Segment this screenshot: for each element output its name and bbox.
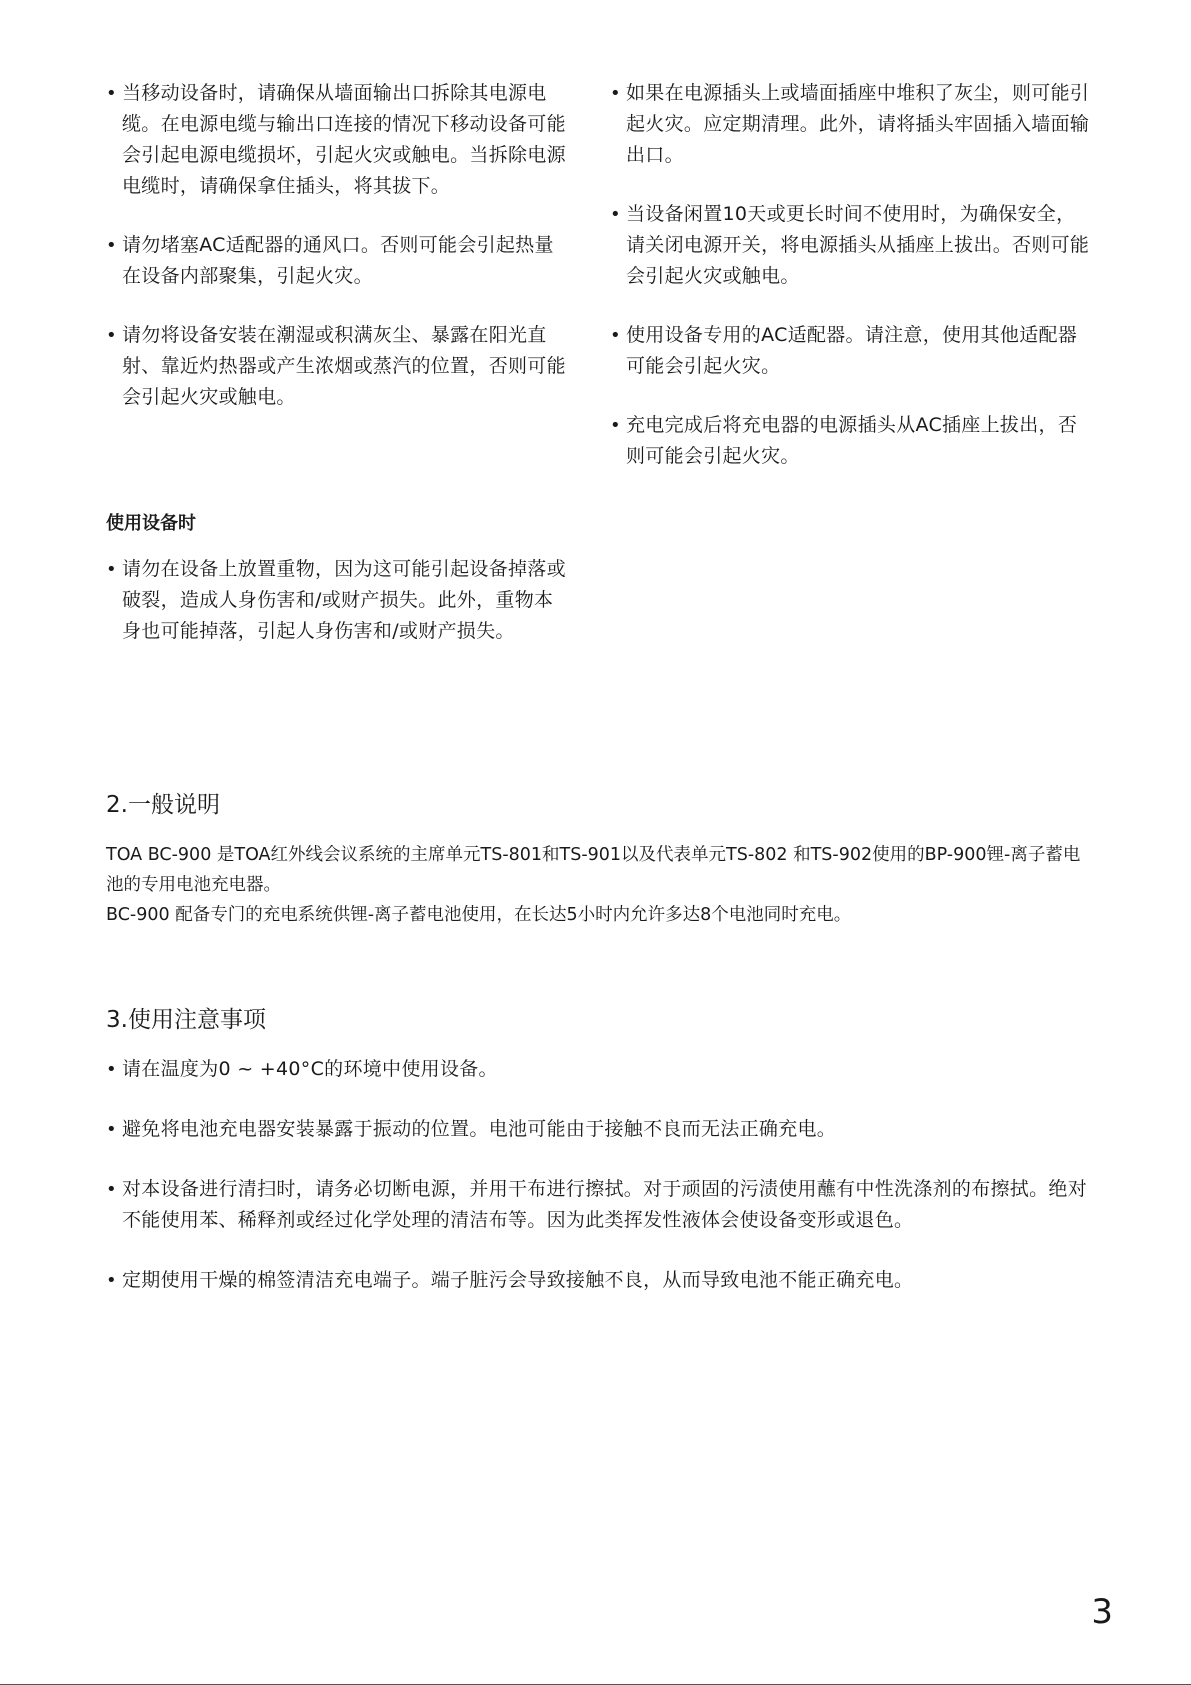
right-safety-column: [610, 78, 1090, 500]
section-2-paragraph-2: BC-900 配备专门的充电系统供锂-离子蓄电池使用，在长达5小时内允许多达8个电池同时充电。: [106, 905, 852, 925]
precaution-terminals: • 定期使用干燥的棉签清洁充电端子。端子脏污会导致接触不良，从而导致电池不能正确充电。: [106, 1265, 1106, 1296]
section-2-body: [106, 840, 1086, 930]
left-safety-column: [106, 78, 566, 441]
using-device-list: [106, 554, 566, 675]
safety-bullet-ac-vent: • 请勿堵塞AC适配器的通风口。否则可能会引起热量在设备内部聚集，引起火灾。: [106, 230, 566, 292]
section-2-paragraph-1: TOA BC-900 是TOA红外线会议系统的主席单元TS-801和TS-901以及代表单元TS-802 和TS-902使用的BP-900锂-离子蓄电池的专用电池充电器。: [106, 845, 1081, 895]
page-number: 3: [1091, 1592, 1113, 1632]
precaution-vibration: • 避免将电池充电器安装暴露于振动的位置。电池可能由于接触不良而无法正确充电。: [106, 1114, 1106, 1145]
section-3-list: [106, 1054, 1106, 1325]
section-3-title: 3.使用注意事项: [106, 1007, 266, 1033]
safety-bullet-move-device: • 当移动设备时，请确保从墙面输出口拆除其电源电缆。在电源电缆与输出口连接的情况下移动设备可能会引起电源电缆损坏，引起火灾或触电。当拆除电源电缆时，请确保拿住插头，将其拔下。: [106, 78, 566, 202]
safety-bullet-unplug-after-charge: • 充电完成后将充电器的电源插头从AC插座上拔出，否则可能会引起火灾。: [610, 410, 1090, 472]
safety-bullet-dedicated-adapter: • 使用设备专用的AC适配器。请注意，使用其他适配器可能会引起火灾。: [610, 320, 1090, 382]
using-device-heading: 使用设备时: [106, 513, 196, 534]
precaution-cleaning: • 对本设备进行清扫时，请务必切断电源，并用干布进行擦拭。对于顽固的污渍使用蘸有中性洗涤剂的布擦拭。绝对不能使用苯、稀释剂或经过化学处理的清洁布等。因为此类挥发性液体会使设备变形或退色。: [106, 1174, 1106, 1236]
section-2-title: 2.一般说明: [106, 792, 220, 818]
safety-bullet-install-location: • 请勿将设备安装在潮湿或积满灰尘、暴露在阳光直射、靠近灼热器或产生浓烟或蒸汽的位置，否则可能会引起火灾或触电。: [106, 320, 566, 413]
safety-bullet-heavy-objects: • 请勿在设备上放置重物，因为这可能引起设备掉落或破裂，造成人身伤害和/或财产损失。此外，重物本身也可能掉落，引起人身伤害和/或财产损失。: [106, 554, 566, 647]
safety-bullet-idle: • 当设备闲置10天或更长时间不使用时，为确保安全，请关闭电源开关，将电源插头从插座上拔出。否则可能会引起火灾或触电。: [610, 199, 1090, 292]
safety-bullet-dust: • 如果在电源插头上或墙面插座中堆积了灰尘，则可能引起火灾。应定期清理。此外，请将插头牢固插入墙面输出口。: [610, 78, 1090, 171]
precaution-temperature: • 请在温度为0 ~ +40°C的环境中使用设备。: [106, 1054, 1106, 1085]
